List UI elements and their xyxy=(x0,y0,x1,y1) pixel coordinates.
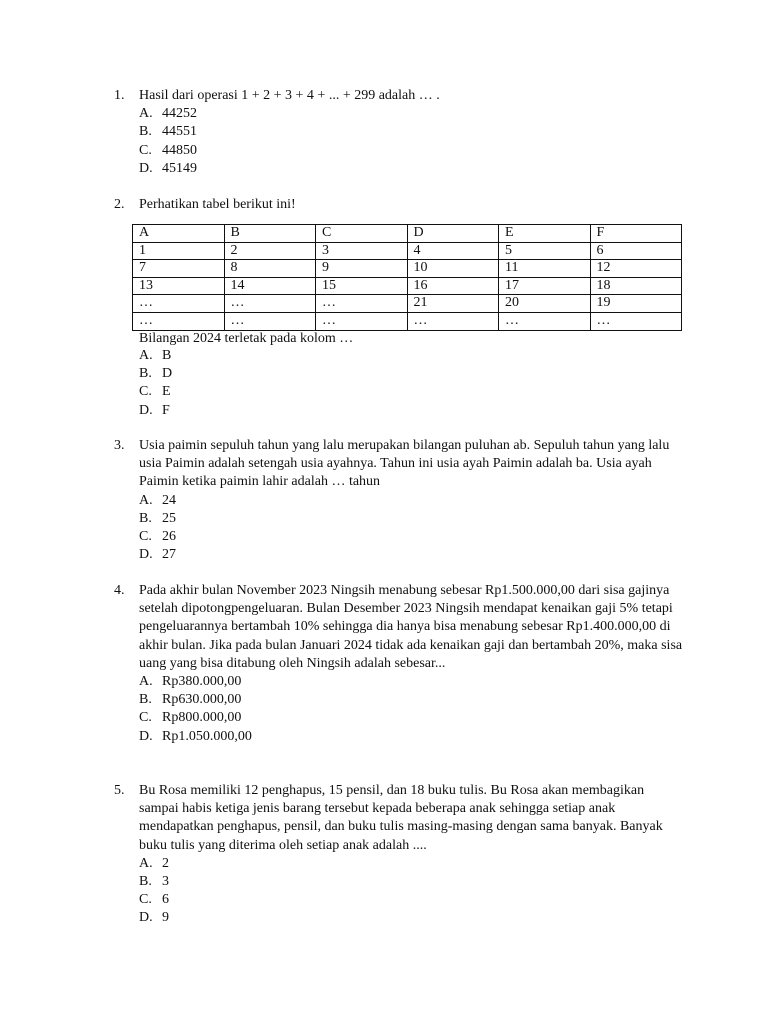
table-header-cell: F xyxy=(590,225,682,243)
table-cell: 17 xyxy=(499,277,591,295)
question-number: 1. xyxy=(114,88,125,103)
table-cell: … xyxy=(590,312,682,330)
table-row xyxy=(133,312,682,330)
option-text: Rp1.050.000,00 xyxy=(162,728,252,744)
question-4-options xyxy=(139,673,684,746)
option-a xyxy=(139,855,684,873)
option-text: Rp800.000,00 xyxy=(162,710,242,726)
question-2-options xyxy=(139,347,172,420)
option-a xyxy=(139,105,684,123)
option-text: Rp380.000,00 xyxy=(162,674,242,690)
table-cell: 6 xyxy=(590,242,682,260)
number-table xyxy=(132,224,682,331)
table-cell: … xyxy=(224,312,316,330)
question-5-stem xyxy=(114,782,684,855)
table-row xyxy=(133,295,682,313)
option-letter: D. xyxy=(139,402,153,418)
question-2-prompt: Bilangan 2024 terletak pada kolom … xyxy=(139,331,354,346)
option-c xyxy=(139,891,684,909)
question-text: Hasil dari operasi 1 + 2 + 3 + 4 + ... + 299 adalah … . xyxy=(139,88,440,103)
table-cell: 20 xyxy=(499,295,591,313)
option-text: 44850 xyxy=(162,142,197,158)
question-5 xyxy=(114,782,684,928)
number-grid xyxy=(132,224,682,331)
table-cell: 19 xyxy=(590,295,682,313)
option-text: 3 xyxy=(162,874,169,890)
table-row xyxy=(133,277,682,295)
table-row xyxy=(133,260,682,278)
question-number: 5. xyxy=(114,783,125,798)
option-letter: D. xyxy=(139,728,153,744)
option-letter: A. xyxy=(139,492,153,508)
option-text: 27 xyxy=(162,547,176,563)
table-header-cell: C xyxy=(316,225,408,243)
table-header-cell: A xyxy=(133,225,225,243)
option-b xyxy=(139,123,684,141)
question-2-stem xyxy=(114,196,684,214)
option-letter: D. xyxy=(139,547,153,563)
table-cell: … xyxy=(316,312,408,330)
option-text: 44252 xyxy=(162,106,197,122)
option-c xyxy=(139,142,684,160)
option-b xyxy=(139,691,684,709)
option-letter: B. xyxy=(139,366,152,382)
question-2 xyxy=(114,196,684,214)
option-d xyxy=(139,402,172,420)
option-text: 26 xyxy=(162,529,176,545)
question-5-options xyxy=(139,855,684,928)
question-3 xyxy=(114,437,684,564)
option-letter: C. xyxy=(139,529,152,545)
question-4-stem xyxy=(114,582,684,673)
question-text: Bu Rosa memiliki 12 penghapus, 15 pensil, dan 18 buku tulis. Bu Rosa akan membagikan sampai habis ketiga jenis barang tersebut kepada beberapa anak sehingga setiap anak mendapatkan penghapus, pensil, dan buku tulis masing-masing dengan sama banyak. Banyak buku tulis yang diterima oleh setiap anak adalah .... xyxy=(139,783,663,853)
question-4 xyxy=(114,582,684,746)
table-cell: … xyxy=(499,312,591,330)
option-c xyxy=(139,383,172,401)
option-text: 45149 xyxy=(162,160,197,176)
table-cell: … xyxy=(316,295,408,313)
option-letter: A. xyxy=(139,674,153,690)
table-cell: … xyxy=(407,312,499,330)
option-letter: C. xyxy=(139,892,152,908)
question-text: Pada akhir bulan November 2023 Ningsih menabung sebesar Rp1.500.000,00 dari sisa gajinya setelah dipotongpengeluaran. Bulan Desember 2023 Ningsih mendapat kenaikan gaji 5% tetapi pengeluarannya bertambah 10% sehingga dia hanya bisa menabung sebesar Rp1.400.000,00 di akhir bulan. Jika pada bulan Januari 2024 tidak ada kenaikan gaji dan bertambah 20%, maka sisa uang yang bisa ditabung oleh Ningsih adalah sebesar... xyxy=(139,583,683,671)
option-c xyxy=(139,709,684,727)
table-cell: 10 xyxy=(407,260,499,278)
option-a xyxy=(139,673,684,691)
option-letter: D. xyxy=(139,160,153,176)
question-text: Perhatikan tabel berikut ini! xyxy=(139,197,296,212)
question-text: Usia paimin sepuluh tahun yang lalu merupakan bilangan puluhan ab. Sepuluh tahun yang lalu usia Paimin adalah setengah usia ayahnya. Tahun ini usia ayah Paimin adalah ba. Usia ayah Paimin ketika paimin lahir adalah … tahun xyxy=(139,438,670,490)
option-a xyxy=(139,492,684,510)
table-cell: … xyxy=(133,312,225,330)
question-number: 2. xyxy=(114,197,125,212)
option-d xyxy=(139,546,684,564)
table-header-cell: E xyxy=(499,225,591,243)
option-text: F xyxy=(162,402,170,418)
table-cell: 2 xyxy=(224,242,316,260)
option-letter: C. xyxy=(139,384,152,400)
option-text: 25 xyxy=(162,510,176,526)
table-header-cell: D xyxy=(407,225,499,243)
option-d xyxy=(139,728,684,746)
option-text: 9 xyxy=(162,910,169,926)
table-cell: 9 xyxy=(316,260,408,278)
option-letter: B. xyxy=(139,510,152,526)
option-b xyxy=(139,365,172,383)
option-text: Rp630.000,00 xyxy=(162,692,242,708)
table-cell: 8 xyxy=(224,260,316,278)
option-text: 2 xyxy=(162,855,169,871)
table-cell: 21 xyxy=(407,295,499,313)
option-letter: D. xyxy=(139,910,153,926)
option-text: 24 xyxy=(162,492,176,508)
option-text: E xyxy=(162,384,171,400)
table-cell: 11 xyxy=(499,260,591,278)
option-letter: B. xyxy=(139,874,152,890)
option-letter: A. xyxy=(139,855,153,871)
option-text: B xyxy=(162,348,172,363)
table-cell: 14 xyxy=(224,277,316,295)
table-cell: 4 xyxy=(407,242,499,260)
question-3-options xyxy=(139,492,684,565)
option-text: D xyxy=(162,366,173,382)
option-letter: A. xyxy=(139,106,153,122)
table-cell: 3 xyxy=(316,242,408,260)
option-a xyxy=(139,347,172,365)
option-letter: B. xyxy=(139,692,152,708)
table-cell: 12 xyxy=(590,260,682,278)
table-cell: 16 xyxy=(407,277,499,295)
question-number: 4. xyxy=(114,583,125,598)
table-row xyxy=(133,242,682,260)
table-cell: 1 xyxy=(133,242,225,260)
option-c xyxy=(139,528,684,546)
option-text: 44551 xyxy=(162,124,197,140)
option-d xyxy=(139,160,684,178)
table-header-row xyxy=(133,225,682,243)
option-letter: A. xyxy=(139,348,153,363)
question-3-stem xyxy=(114,437,684,492)
table-cell: 5 xyxy=(499,242,591,260)
option-b xyxy=(139,510,684,528)
question-1-options xyxy=(139,105,684,178)
option-letter: C. xyxy=(139,710,152,726)
option-text: 6 xyxy=(162,892,169,908)
option-b xyxy=(139,873,684,891)
table-cell: 18 xyxy=(590,277,682,295)
table-cell: 13 xyxy=(133,277,225,295)
table-cell: … xyxy=(133,295,225,313)
table-cell: 7 xyxy=(133,260,225,278)
question-1-stem xyxy=(114,87,684,105)
question-1 xyxy=(114,87,684,178)
table-cell: 15 xyxy=(316,277,408,295)
table-header-cell: B xyxy=(224,225,316,243)
option-letter: B. xyxy=(139,124,152,140)
question-number: 3. xyxy=(114,438,125,453)
option-d xyxy=(139,909,684,927)
option-letter: C. xyxy=(139,142,152,158)
table-cell: … xyxy=(224,295,316,313)
